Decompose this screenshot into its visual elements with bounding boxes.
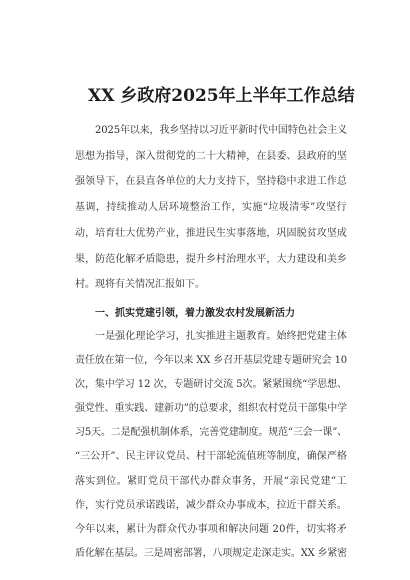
text-line: 盾化解在基层。三是周密部署，八项规定走深走实。XX 乡紧密 (75, 547, 347, 559)
text-line: 强党性、重实践、建新功”的总要求，组织农村党员干部集中学 (75, 403, 347, 415)
text-line: 基调，持续推动人居环境整治工作，实施“垃圾清零”攻坚行 (75, 202, 347, 214)
section-paragraph (75, 325, 347, 566)
section-heading: 一、抓实党建引领，着力激发农村发展新活力 (95, 308, 295, 319)
intro-paragraph (75, 118, 347, 298)
text-line: 次，集中学习 12 次，专题研讨交流 5次。紧紧围绕“学思想、 (75, 379, 347, 391)
text-line: 习5天。二是配强机制体系，完善党建制度。规范“三会一课”、 (75, 427, 347, 439)
text-line: 思想为指导，深入贯彻党的二十大精神，在县委、县政府的坚 (75, 150, 347, 162)
section-heading-block (75, 302, 347, 326)
text-line: 落实到位。紧盯党员干部代办群众事务，开展“亲民党建”工 (75, 475, 347, 487)
text-line: 今年以来，累计为群众代办事项和解决问题 20件，切实将矛 (75, 523, 347, 535)
text-line: 一是强化理论学习，扎实推进主题教育。始终把党建主体 (95, 331, 347, 342)
text-line: 强领导下，在县直各单位的大力支持下，坚持稳中求进工作总 (75, 176, 347, 188)
text-line: 2025年以来，我乡坚持以习近平新时代中国特色社会主义 (95, 125, 347, 136)
text-line: 责任放在第一位，今年以来 XX 乡召开基层党建专题研究会 10 (75, 355, 347, 367)
document-title: XX 乡政府2025年上半年工作总结 (88, 86, 355, 106)
text-line: 村。现将有关情况汇报如下。 (75, 279, 205, 291)
text-line: 动，培育壮大优势产业，推进民生实事落地，巩固脱贫攻坚成 (75, 227, 347, 239)
text-line: 果，防范化解矛盾隐患，提升乡村治理水平，大力建设和美乡 (75, 253, 347, 265)
text-line: 作，实行党员承诺践诺，减少群众办事成本，拉近干群关系。 (75, 499, 347, 511)
text-line: “三公开”、民主评议党员、村干部轮流值班等制度，确保严格 (75, 451, 347, 463)
